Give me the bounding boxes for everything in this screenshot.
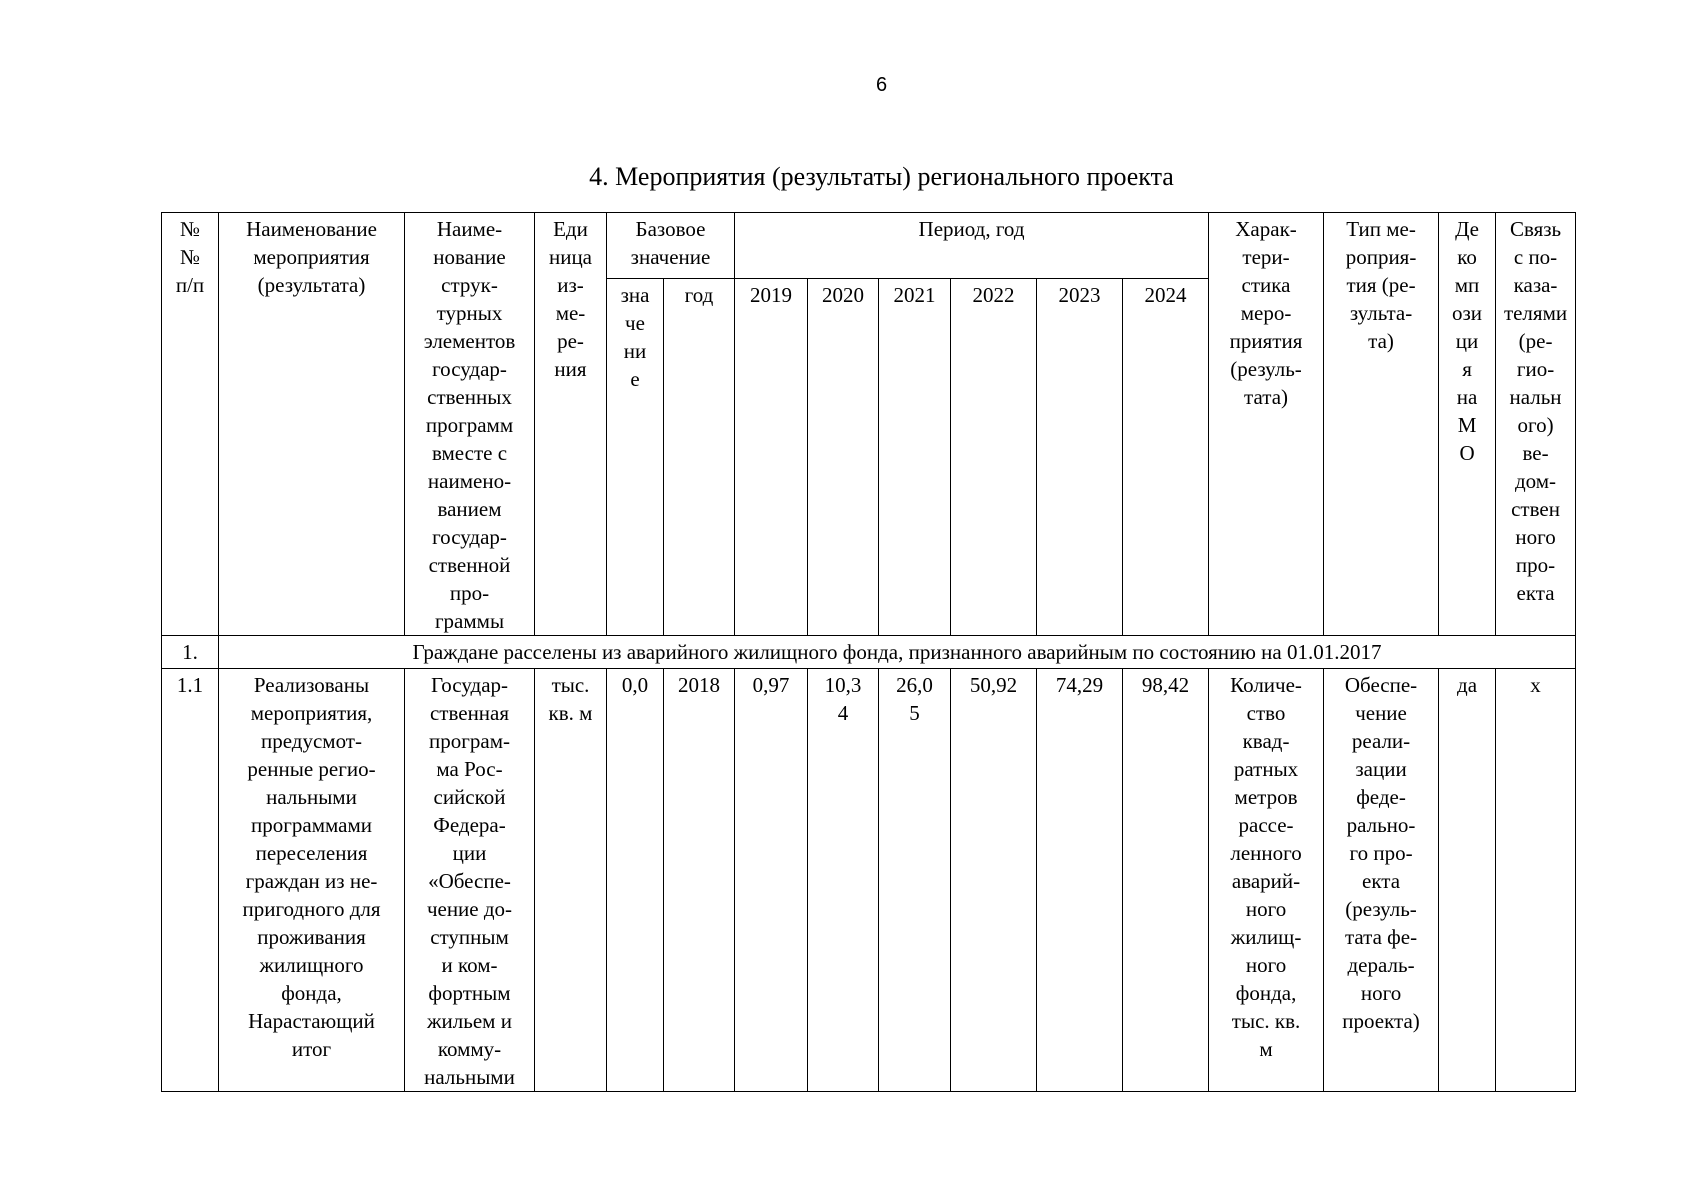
row-value-2023: 74,29 (1037, 669, 1123, 1092)
group-row (162, 636, 1576, 669)
header-period: Период, год (735, 213, 1209, 279)
header-year-2022: 2022 (951, 279, 1037, 636)
header-year-2020: 2020 (808, 279, 879, 636)
header-type: Тип ме- роприя- тия (ре- зульта- та) (1324, 213, 1439, 636)
header-unit: Еди ница из- ме- ре- ния (535, 213, 607, 636)
header-decomposition: Де ко мп ози ци я на М О (1439, 213, 1496, 636)
row-link: х (1496, 669, 1576, 1092)
header-struct: Наиме- нование струк- турных элементов государ- ственных программ вместе с наимено- ванием государ- ственной про- граммы (405, 213, 535, 636)
header-num: № № п/п (162, 213, 219, 636)
row-name: Реализованы мероприятия, предусмот- ренные регио- нальными программами переселения граждан из не- пригодного для проживания жилищного фонда, Нарастающий итог (219, 669, 405, 1092)
header-base: Базовое значение (607, 213, 735, 279)
group-title: Граждане расселены из аварийного жилищного фонда, признанного аварийным по состоянию на 01.01.2017 (219, 636, 1576, 669)
page-number: 6 (875, 74, 888, 96)
row-value-2021: 26,0 5 (879, 669, 951, 1092)
row-value-2024: 98,42 (1123, 669, 1209, 1092)
measures-table (161, 212, 1576, 1092)
header-name: Наименование мероприятия (результата) (219, 213, 405, 636)
section-title: 4. Мероприятия (результаты) регионального проекта (589, 162, 1174, 191)
header-year-2024: 2024 (1123, 279, 1209, 636)
group-num: 1. (162, 636, 219, 669)
row-value-2019: 0,97 (735, 669, 808, 1092)
header-year-2019: 2019 (735, 279, 808, 636)
row-decomposition: да (1439, 669, 1496, 1092)
row-type: Обеспе- чение реали- зации феде- рально- го про- екта (резуль- тата фе- дераль- ного проекта) (1324, 669, 1439, 1092)
row-struct: Государ- ственная програм- ма Рос- сийской Федера- ции «Обеспе- чение до- ступным и ком- фортным жильем и комму- нальными (405, 669, 535, 1092)
header-characteristic: Харак- тери- стика меро- приятия (резуль- тата) (1209, 213, 1324, 636)
row-base-value: 0,0 (607, 669, 664, 1092)
header-base-year: год (664, 279, 735, 636)
row-value-2022: 50,92 (951, 669, 1037, 1092)
row-characteristic: Количе- ство квад- ратных метров рассе- ленного аварий- ного жилищ- ного фонда, тыс. кв. м (1209, 669, 1324, 1092)
header-year-2021: 2021 (879, 279, 951, 636)
header-year-2023: 2023 (1037, 279, 1123, 636)
row-unit: тыс. кв. м (535, 669, 607, 1092)
table-row (162, 669, 1576, 1092)
header-row-1 (162, 213, 1576, 279)
row-base-year: 2018 (664, 669, 735, 1092)
row-value-2020: 10,3 4 (808, 669, 879, 1092)
header-link: Связь с по- каза- телями (ре- гио- нальн ого) ве- дом- ствен ного про- екта (1496, 213, 1576, 636)
row-num: 1.1 (162, 669, 219, 1092)
header-base-value: зна че ни е (607, 279, 664, 636)
